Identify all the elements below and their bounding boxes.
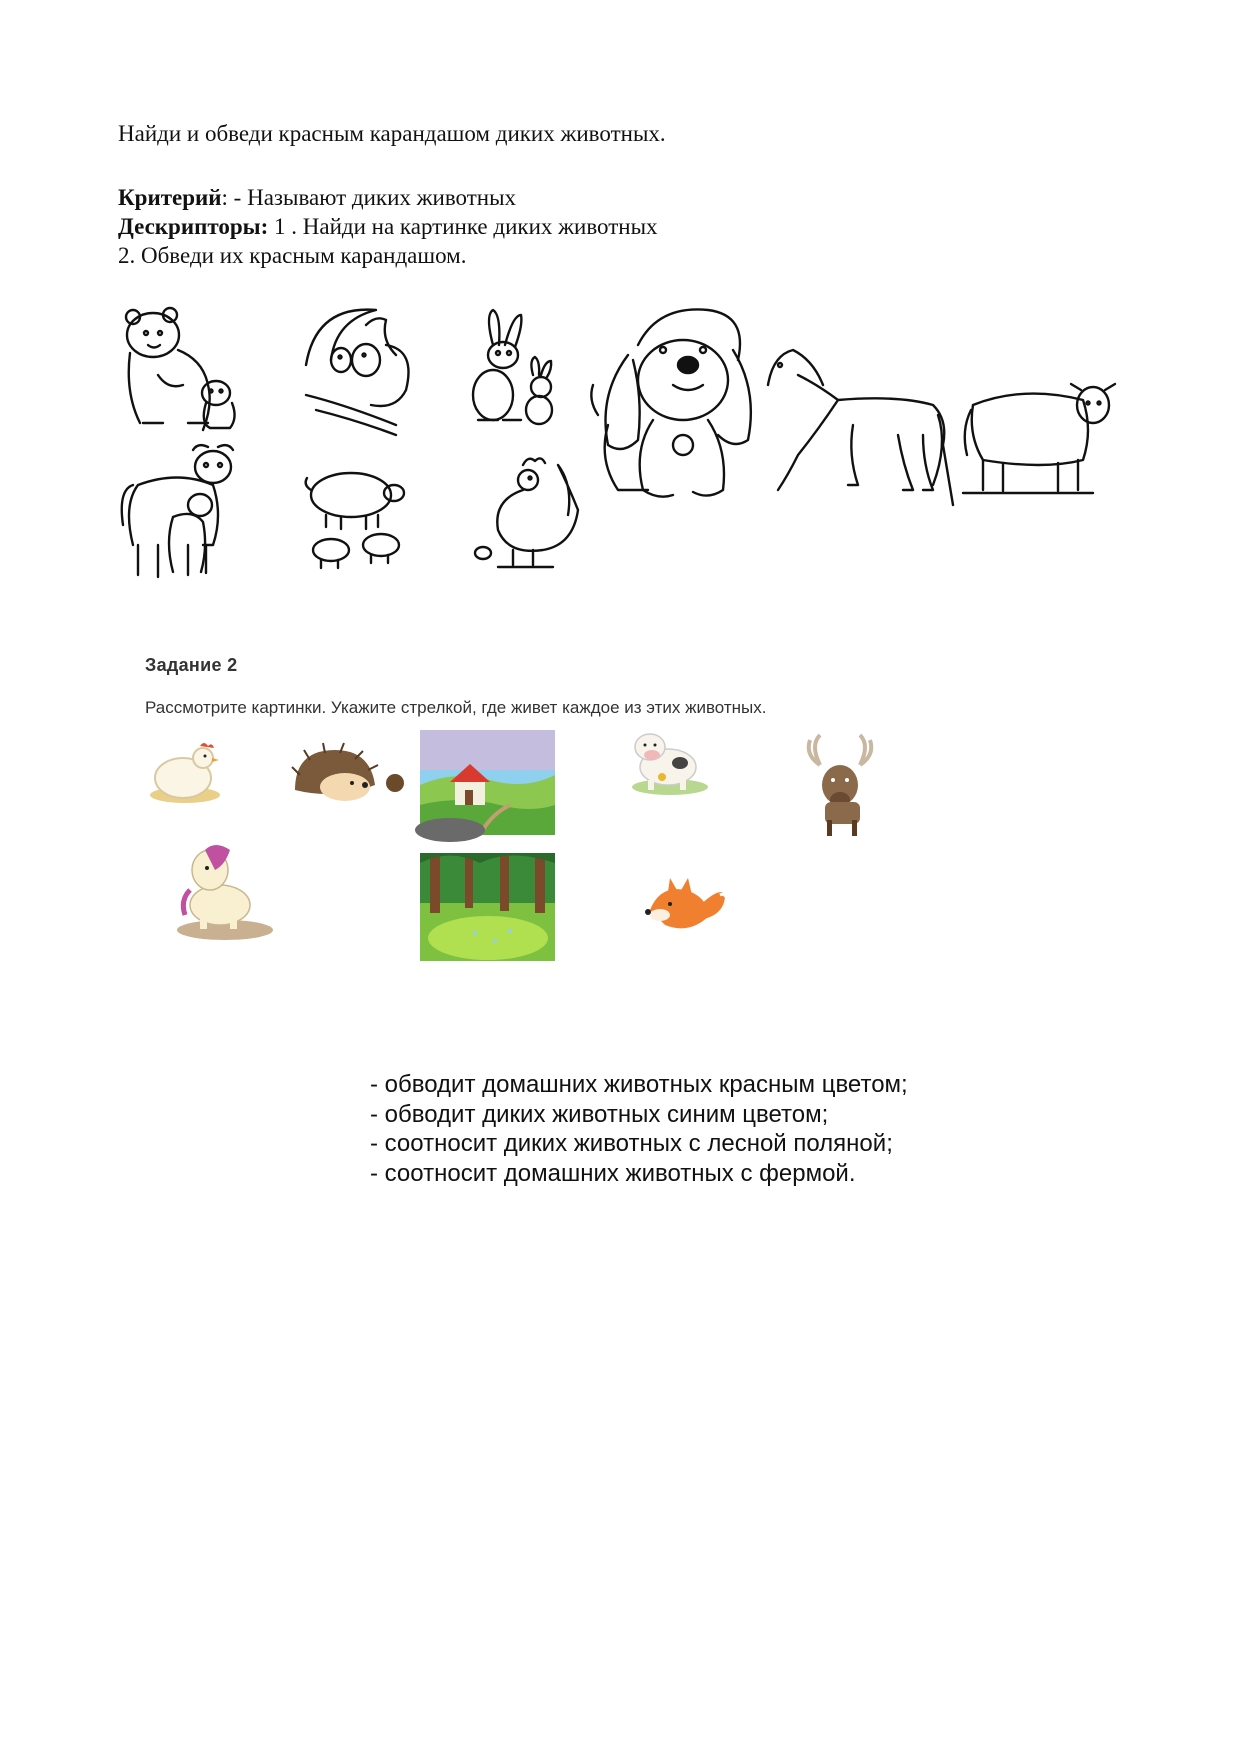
dog-icon (591, 309, 751, 496)
hen-icon (150, 743, 220, 803)
descriptor-2: 2. Обведи их красным карандашом. (118, 243, 467, 268)
pony-icon (177, 845, 273, 940)
descriptor-1: 1 . Найди на картинке диких животных (268, 214, 658, 239)
calf-icon (963, 384, 1115, 493)
cow-color-icon (632, 734, 708, 795)
task1-instruction: Найди и обведи красным карандашом диких животных. (118, 121, 666, 146)
criterion-line (118, 183, 516, 212)
moose-icon (809, 735, 872, 836)
forest-clearing-picture (420, 853, 555, 961)
criteria-list (370, 1070, 908, 1188)
bear-icon (126, 308, 235, 430)
squirrel-icon (306, 310, 409, 435)
farm-picture (415, 730, 555, 842)
horse-icon (768, 350, 953, 505)
criterion-text: : - Называют диких животных (221, 185, 517, 210)
cow-icon (122, 445, 233, 577)
hedgehog-icon (292, 743, 404, 801)
descriptors-line (118, 212, 658, 241)
pig-icon (306, 473, 404, 568)
descriptors-label: Дескрипторы: (118, 214, 269, 239)
criterion-label: Критерий (118, 185, 222, 210)
rabbit-icon (473, 310, 552, 424)
criteria-item: - соотносит диких животных с лесной поляной; (370, 1130, 893, 1157)
criteria-item: - соотносит домашних животных с фермой. (370, 1159, 856, 1187)
task2-heading: Задание 2 (145, 655, 238, 675)
criteria-item: - обводит домашних животных красным цветом; (370, 1071, 908, 1098)
task2-picture-area (140, 725, 900, 975)
criteria-item: - обводит диких животных синим цветом; (370, 1100, 829, 1128)
task1-animal-grid (118, 305, 1118, 590)
rooster-icon (475, 458, 578, 567)
fox-icon (645, 878, 726, 928)
task2-instruction: Рассмотрите картинки. Укажите стрелкой, где живет каждое из этих животных. (145, 698, 767, 717)
